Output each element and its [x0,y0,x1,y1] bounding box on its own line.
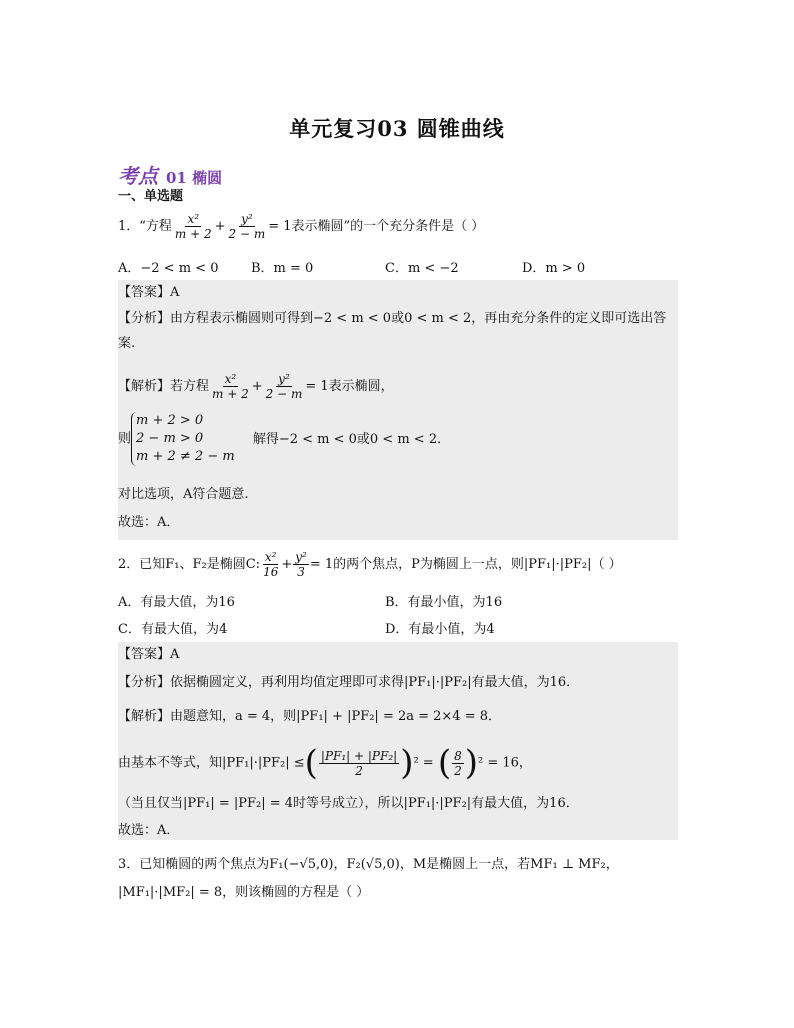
frac-den: 2 [355,763,363,778]
q2-analysis: 【分析】依据椭圆定义，再利用均值定理即可求得|PF₁|·|PF₂|有最大值，为16． [118,675,580,690]
fraction-y2 [227,212,268,241]
equals-one: = 1 [309,557,334,572]
fraction-sum [319,749,399,778]
ineq-suffix: ² = 16， [478,755,532,771]
q1-solution-suffix: 表示椭圆， [328,379,394,394]
q2-inequality [118,743,532,783]
q1-compare: 对比选项，A符合题意. [118,487,249,502]
frac-num: x² [187,212,200,226]
sys-line-2: 2 − m > 0 [136,431,204,446]
fraction-8-2 [452,749,464,778]
frac-den: 2 [454,763,462,778]
q1-analysis: 【分析】由方程表示椭圆则可得到−2 < m < 0或0 < m < 2，再由充分条件的定义即可选出答 [118,311,667,326]
fraction-x2-16 [261,550,280,579]
q1-stem: 1．“方程 $\frac{\text{x²}}{m + 2}$ + $\frac{\text{y²}}{2 - m}$ = 1表示椭圆”的一个充分条件是（ ） [118,212,485,241]
q1-answer: 【答案】A [118,285,180,300]
frac-den: 16 [263,565,279,579]
q1-option-c: C．m < −2 [385,261,459,276]
q1-option-d: D．m > 0 [522,261,586,276]
inequality-system [131,412,235,466]
frac-num: x² [264,550,277,564]
right-paren: ) [400,743,414,783]
q1-analysis-cont: 案. [118,336,136,351]
q2-solution: 【解析】由题意知，a = 4，则|PF₁| + |PF₂| = 2a = 2×4 = 8． [118,709,502,724]
equals-one: = 1 [305,379,329,394]
q2-equality: （当且仅当|PF₁| = |PF₂| = 4时等号成立），所以|PF₁|·|PF₂|有最大值，为16． [118,796,579,811]
frac-den: m + 2 [174,227,212,241]
q2-stem-suffix: 的两个焦点，P为椭圆上一点，则|PF₁|·|PF₂|（ ） [333,557,622,572]
frac-num: y² [295,550,307,564]
q2-option-d: D．有最小值，为4 [385,622,495,637]
fraction-x2 [173,212,214,241]
q1-option-a: A．−2 < m < 0 [118,261,219,276]
q1-stem-suffix: 表示椭圆”的一个充分条件是（ ） [291,219,485,234]
frac-num: y² [278,372,290,386]
q1-stem-prefix: 1．“方程 [118,219,172,234]
q1-system [118,412,450,466]
frac-num: |PF₁| + |PF₂| [320,748,398,763]
frac-den: 2 − m [265,387,303,401]
paren-fraction [304,743,414,783]
q3-stem-line2: |MF₁|·|MF₂| = 8，则该椭圆的方程是（ ） [118,885,370,900]
q2-option-b: B．有最小值，为16 [385,595,503,610]
q2-option-c: C．有最大值，为4 [118,622,228,637]
sys-line-1: m + 2 > 0 [136,413,204,428]
subsection-title: 一、单选题 [118,189,184,204]
q2-guxuan: 故选：A． [118,823,180,838]
frac-den: 2 − m [228,227,266,241]
section-number: 01 椭圆 [166,169,223,187]
q1-solution-prefix: 【解析】若方程 [118,379,210,394]
sys-line-3: m + 2 ≠ 2 − m [136,449,235,464]
left-paren: ( [437,743,452,783]
paren-fraction-8-2 [437,743,478,783]
q1-guxuan: 故选：A． [118,515,180,530]
fraction-x2 [210,372,251,401]
q1-solution: 【解析】若方程 $\frac{\text{x²}}{m + 2}$ + $\frac{\text{y²}}{2 - m}$ = 1表示椭圆， [118,372,394,401]
ze-label: 则 [118,431,132,447]
ineq-mid: ² = [413,755,438,771]
frac-num: y² [241,212,253,226]
right-paren: ) [464,743,478,783]
q1-option-b: B．m = 0 [251,261,314,276]
left-paren: ( [304,743,318,783]
q3-stem-line1: 3．已知椭圆的两个焦点为F₁(−√5,0)，F₂(√5,0)，M是椭圆上一点，若MF₁ ⊥ MF₂， [118,857,619,872]
page-title: 单元复习03 圆锥曲线 [289,116,505,141]
fraction-y2 [264,372,305,401]
frac-num: 8 [454,748,462,763]
fraction-y2-3 [293,550,309,579]
equals-one: = 1 [268,219,292,234]
q2-answer: 【答案】A [118,647,180,662]
q1-result: 解得−2 < m < 0或0 < m < 2． [252,431,451,447]
q2-stem: 2．已知F₁、F₂是椭圆C: $\frac{\text{x²}}{16}$ + $\frac{\text{y²}}{3}$ = 1的两个焦点，P为椭圆上一点，则|PF₁|·|PF₂|（ ） [118,550,622,579]
section-heading [118,160,222,189]
frac-den: 3 [297,565,305,579]
section-kaodian: 考点 [118,164,158,188]
q2-stem-prefix: 2．已知F₁、F₂是椭圆C: [118,557,261,572]
frac-num: x² [224,372,237,386]
frac-den: m + 2 [212,387,249,401]
ineq-prefix: 由基本不等式，知|PF₁|·|PF₂| ≤ [118,755,305,771]
q2-option-a: A．有最大值，为16 [118,595,235,610]
